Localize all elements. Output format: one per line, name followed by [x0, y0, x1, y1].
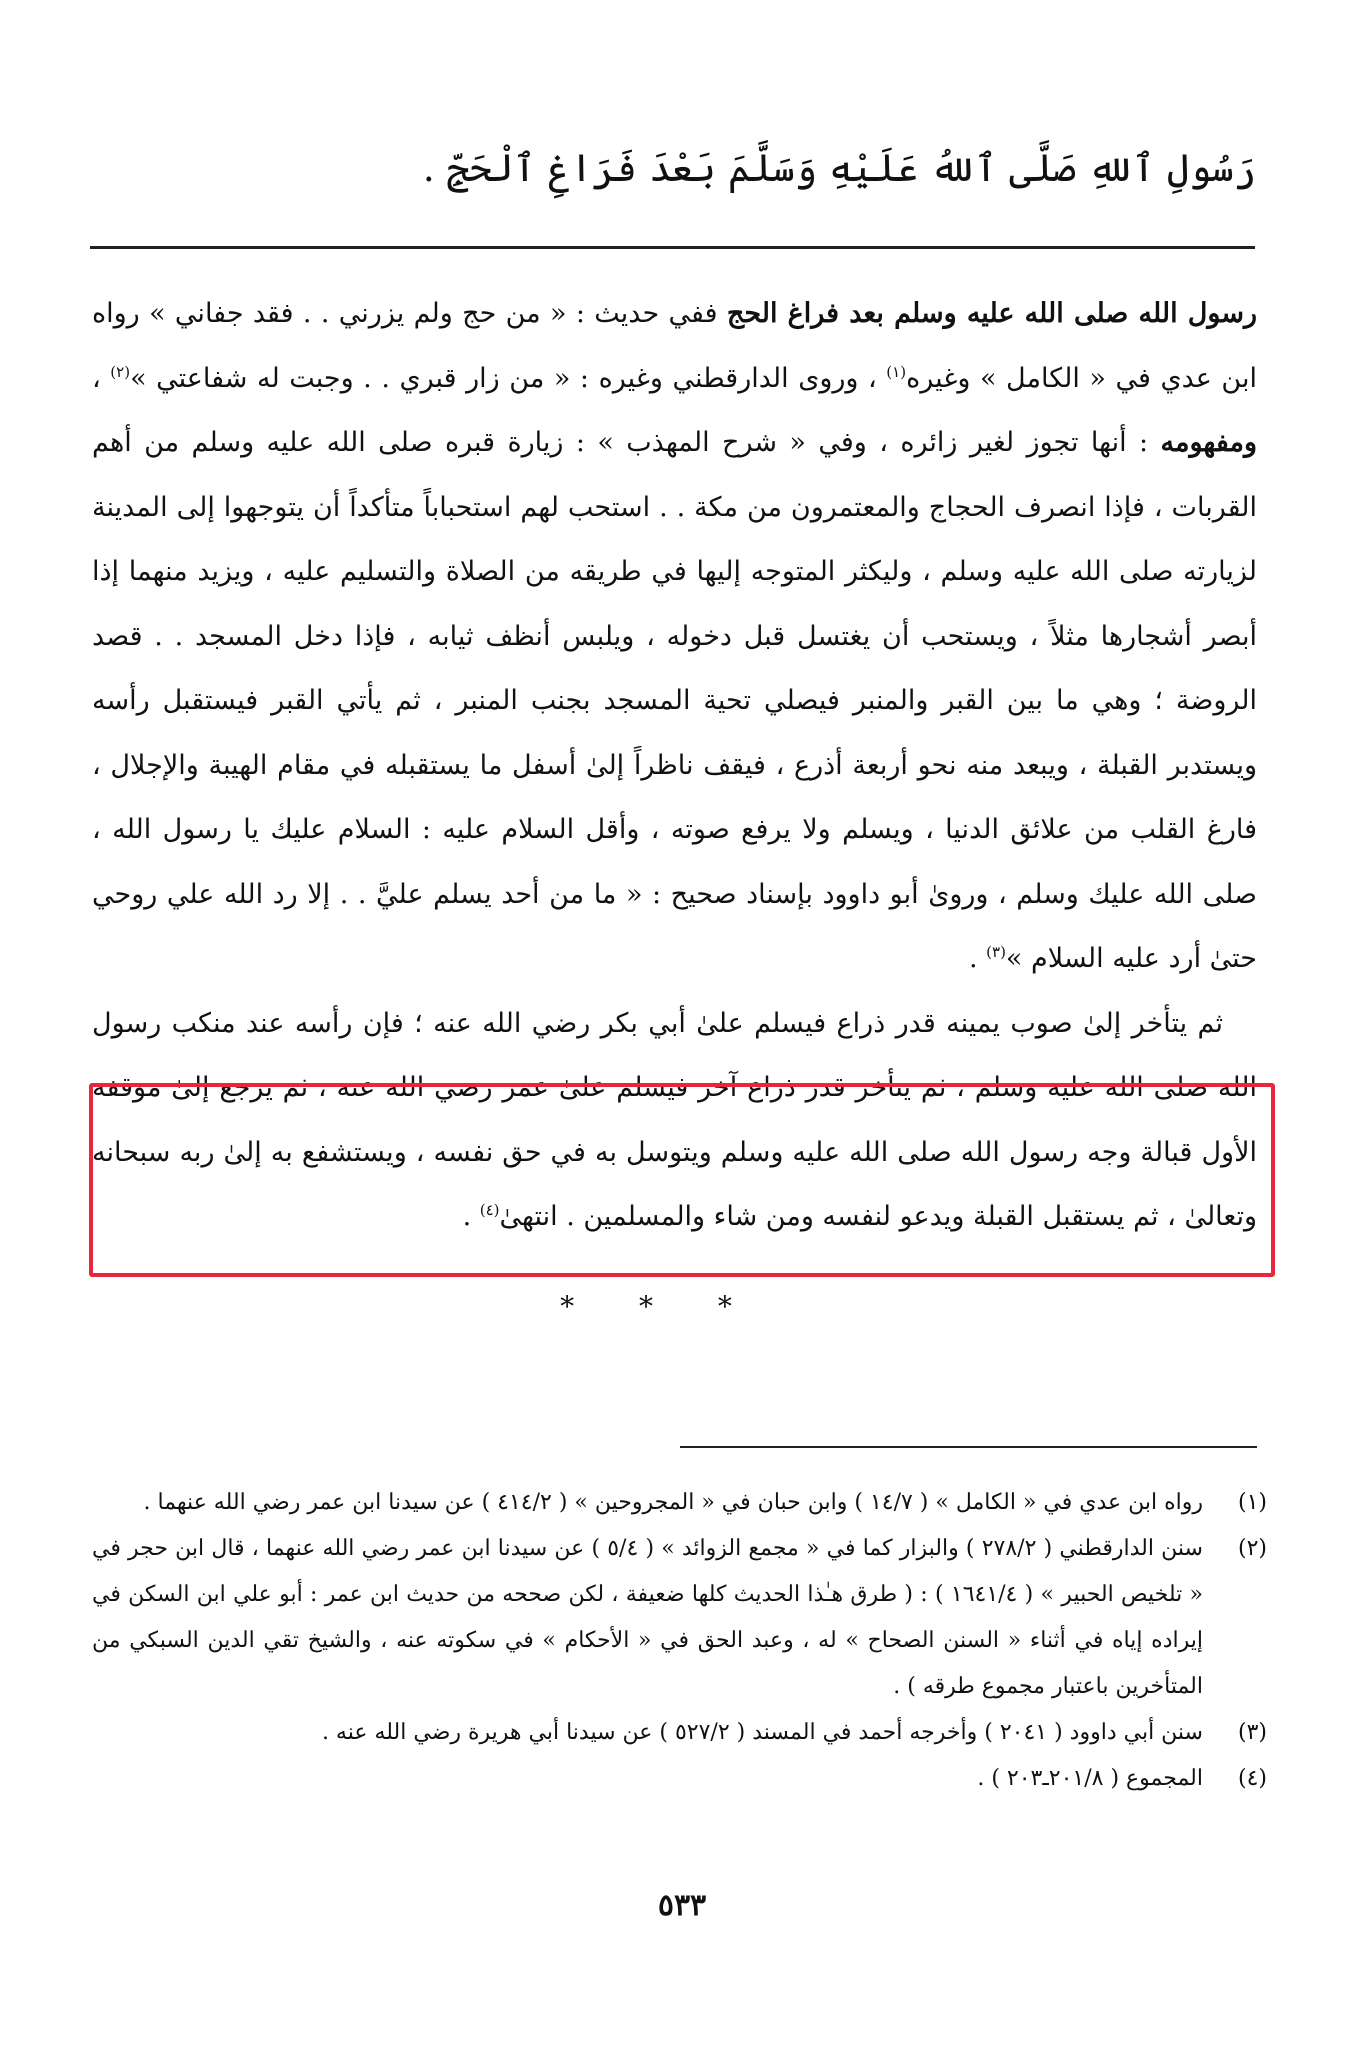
bold-heading-phrase: رسول الله صلى الله عليه وسلم بعد فراغ الحج — [726, 298, 1257, 329]
text-run: ، وروى الدارقطني وغيره : « من زار قبري . . وجبت له شفاعتي » — [130, 362, 887, 394]
text-run: ففي حديث : « من حج ولم يزرني . . فقد جفاني » رواه ابن عدي في « الكامل » وغيره — [92, 298, 1257, 394]
text-run: ، — [92, 362, 111, 394]
footnote-ref-3[interactable]: (٣) — [986, 943, 1006, 961]
footnote-ref-2[interactable]: (٢) — [110, 362, 131, 381]
highlight-box — [89, 1083, 1275, 1277]
header-verse: رَسُولِ ٱللهِ صَلَّى ٱللهُ عَلَيْهِ وَسَلَّمَ بَعْدَ فَرَاغِ ٱلْحَجِّ . — [422, 146, 1256, 190]
footnote-divider — [680, 1446, 1257, 1448]
footnote-text: رواه ابن عدي في « الكامل » ( ١٤/٧ ) وابن حبان في « المجروحين » ( ٤١٤/٢ ) عن سيدنا ابن عمر رضي الله عنهما . — [143, 1490, 1203, 1515]
bold-term: ومفهومه — [1160, 427, 1257, 458]
footnote-3 — [92, 1710, 1267, 1756]
footnote-text: المجموع ( ٢٠١/٨ـ٢٠٣ ) . — [977, 1766, 1203, 1791]
footnote-text: سنن أبي داوود ( ٢٠٤١ ) وأخرجه أحمد في المسند ( ٥٢٧/٢ ) عن سيدنا أبي هريرة رضي الله عنه . — [321, 1720, 1203, 1745]
section-separator: * * * — [560, 1290, 760, 1323]
footnote-2 — [92, 1526, 1267, 1710]
text-run: . — [968, 943, 987, 974]
header-divider — [90, 246, 1255, 249]
paragraph-1 — [92, 282, 1257, 992]
footnote-number: (٢) — [1237, 1536, 1267, 1561]
footnote-text: سنن الدارقطني ( ٢٧٨/٢ ) والبزار كما في « مجمع الزوائد » ( ٥/٤ ) عن سيدنا ابن عمر رضي الله عنهما ، قال ابن حجر في « تلخيص الحبير » ( ١٦٤١/٤ ) : ( طرق هـٰذا الحديث كلها ضعيفة ، لكن صححه من حديث ابن عمر : أبو علي ابن السكن في إيراده إياه في أثناء « السنن الصحاح » له ، وعبد الحق في « الأحكام » في سكوته عنه ، والشيخ تقي الدين السبكي من المتأخرين باعتبار مجموع طرقه ) . — [92, 1536, 1203, 1699]
text-run: ثم يتأخر إلىٰ صوب يمينه قدر ذراع فيسلم علىٰ أبي بكر رضي الله عنه ؛ فإن رأسه عند منكب رسول الله صلى الله عليه وسلم ، ثم يتأخر قدر ذراع آخر فيسلم علىٰ عمر رضي الله عنه ، ثم يرجع إلىٰ موقفه الأول قبالة وجه رسول الله صلى الله عليه وسلم ويتوسل به في حق نفسه ، ويستشفع به إلىٰ ربه سبحانه وتعالىٰ ، ثم يستقبل القبلة ويدعو لنفسه ومن شاء والمسلمين . انتهىٰ — [92, 1007, 1257, 1232]
page-number: ٥٣٣ — [657, 1888, 707, 1923]
footnote-number: (٤) — [1237, 1766, 1267, 1791]
footnote-number: (١) — [1237, 1490, 1267, 1515]
footnote-1 — [92, 1480, 1267, 1526]
text-run: : أنها تجوز لغير زائره ، وفي « شرح المهذب » : زيارة قبره صلى الله عليه وسلم من أهم القربات ، فإذا انصرف الحجاج والمعتمرون من مكة . . استحب لهم استحباباً متأكداً أن يتوجهوا إلى المدينة لزيارته صلى الله عليه وسلم ، وليكثر المتوجه إليها في طريقه من الصلاة والتسليم عليه ، ويزيد منهما إذا أبصر أشجارها مثلاً ، ويستحب أن يغتسل قبل دخوله ، ويلبس أنظف ثيابه ، فإذا دخل المسجد . . قصد الروضة ؛ وهي ما بين القبر والمنبر فيصلي تحية المسجد بجنب المنبر ، ثم يأتي القبر فيستقبل رأسه ويستدبر القبلة ، ويبعد منه نحو أربعة أذرع ، فيقف ناظراً إلىٰ أسفل ما يستقبله في مقام الهيبة والإجلال ، فارغ القلب من علائق الدنيا ، ويسلم ولا يرفع صوته ، وأقل السلام عليه : السلام عليك يا رسول الله ، صلى الله عليك وسلم ، وروىٰ أبو داوود بإسناد صحيح : « ما من أحد يسلم عليَّ . . إلا رد الله علي روحي حتىٰ أرد عليه السلام » — [92, 427, 1257, 974]
footnote-ref-4[interactable]: (٤) — [479, 1201, 500, 1219]
footnote-number: (٣) — [1237, 1720, 1267, 1745]
footnotes — [92, 1480, 1267, 1802]
footnote-ref-1[interactable]: (١) — [886, 362, 907, 381]
text-run: . — [462, 1201, 480, 1232]
footnote-4 — [92, 1756, 1267, 1802]
